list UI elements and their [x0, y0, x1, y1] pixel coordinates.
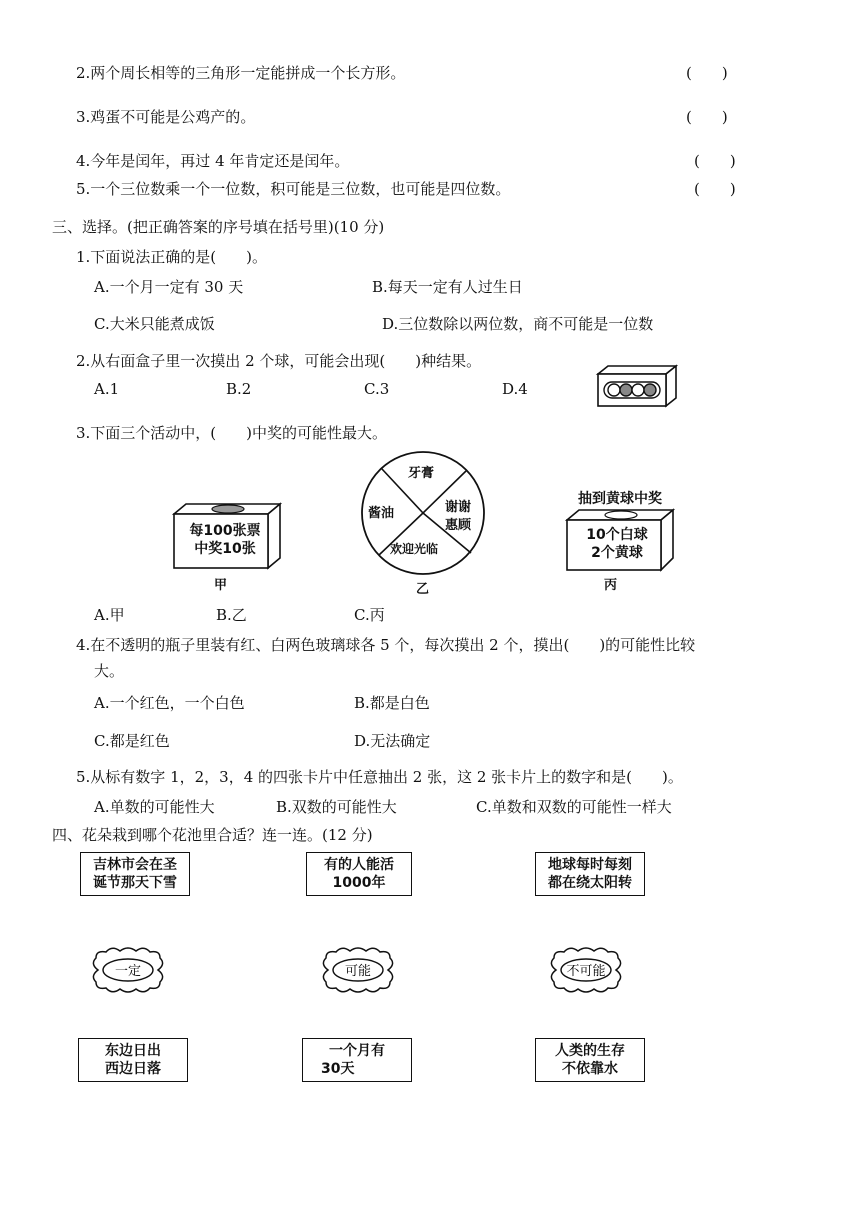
s3-q1-option-a[interactable]: A.一个月一定有 30 天 — [94, 278, 244, 296]
s3-q2-option-b[interactable]: B.2 — [226, 380, 252, 398]
s3-q1-stem: 1.下面说法正确的是( )。 — [76, 248, 268, 266]
flower-pool-certain[interactable] — [88, 946, 168, 994]
box-bing-line: 2个黄球 — [591, 545, 643, 561]
s3-q3-stem: 3.下面三个活动中，( )中奖的可能性最大。 — [76, 424, 388, 442]
wheel-sector-welcome: 欢迎光临 — [390, 542, 439, 556]
judge-q3: 3.鸡蛋不可能是公鸡产的。 — [76, 108, 256, 126]
top-card-3[interactable] — [535, 852, 645, 896]
s3-q5-option-a[interactable]: A.单数的可能性大 — [94, 798, 215, 816]
s3-q5-stem: 5.从标有数字 1，2，3，4 的四张卡片中任意抽出 2 张，这 2 张卡片上的数字和是( )。 — [76, 768, 683, 786]
flower-pool-impossible[interactable] — [546, 946, 626, 994]
s3-q2-option-c[interactable]: C.3 — [364, 380, 390, 398]
s3-q3-option-b[interactable]: B.乙 — [216, 606, 247, 624]
s3-q2-stem: 2.从右面盒子里一次摸出 2 个球，可能会出现( )种结果。 — [76, 352, 482, 370]
box-jia-line: 每100张票 — [189, 523, 261, 539]
s3-q5-option-c[interactable]: C.单数和双数的可能性一样大 — [476, 798, 672, 816]
answer-paren[interactable]: ( ) — [686, 64, 728, 82]
s3-q4-stem: 4.在不透明的瓶子里装有红、白两色玻璃球各 5 个，每次摸出 2 个，摸出( )的可能性比较 — [76, 636, 696, 654]
s3-q3-option-a[interactable]: A.甲 — [94, 606, 125, 624]
flower-pool-possible[interactable] — [318, 946, 398, 994]
s3-q1-option-d[interactable]: D.三位数除以两位数，商不可能是一位数 — [382, 315, 654, 333]
box-bing-line: 10个白球 — [586, 527, 648, 543]
s3-q4-option-a[interactable]: A.一个红色，一个白色 — [94, 694, 245, 712]
s3-q1-option-b[interactable]: B.每天一定有人过生日 — [372, 278, 523, 296]
judge-q4: 4.今年是闰年，再过 4 年肯定还是闰年。 — [76, 152, 350, 170]
card-line: 吉林市会在圣 — [93, 857, 177, 873]
s3-q2-option-d[interactable]: D.4 — [502, 380, 528, 398]
top-card-2[interactable] — [306, 852, 412, 896]
flower-label: 一定 — [114, 964, 142, 979]
box-jia-line: 中奖10张 — [194, 541, 256, 557]
s3-q4-option-d[interactable]: D.无法确定 — [354, 732, 431, 750]
wheel-sector-thanks: 谢谢 — [445, 500, 472, 515]
answer-paren[interactable]: ( ) — [694, 180, 736, 198]
bottom-card-1[interactable] — [78, 1038, 188, 1082]
label-jia: 甲 — [214, 578, 228, 593]
s3-q4-stem-cont: 大。 — [94, 662, 125, 680]
section3-title: 三、选择。(把正确答案的序号填在括号里)(10 分) — [52, 218, 385, 236]
card-line: 有的人能活 — [324, 857, 394, 873]
card-line: 诞节那天下雪 — [93, 875, 177, 891]
card-line: 30天 — [321, 1061, 355, 1077]
box-jia-text — [180, 522, 270, 558]
s3-q3-option-c[interactable]: C.丙 — [354, 606, 385, 624]
section4-title: 四、花朵栽到哪个花池里合适？连一连。(12 分) — [52, 826, 373, 844]
card-line: 1000年 — [332, 875, 386, 891]
answer-paren[interactable]: ( ) — [694, 152, 736, 170]
s3-q4-option-b[interactable]: B.都是白色 — [354, 694, 430, 712]
card-line: 地球每时每刻 — [548, 857, 632, 873]
bottom-card-3[interactable] — [535, 1038, 645, 1082]
judge-q2: 2.两个周长相等的三角形一定能拼成一个长方形。 — [76, 64, 406, 82]
bottom-card-2[interactable] — [302, 1038, 412, 1082]
judge-q5: 5.一个三位数乘一个一位数，积可能是三位数，也可能是四位数。 — [76, 180, 511, 198]
card-line: 人类的生存 — [555, 1043, 625, 1059]
box-bing-text — [572, 526, 662, 562]
ball-box-picture — [592, 364, 678, 410]
s3-q2-option-a[interactable]: A.1 — [94, 380, 120, 398]
wheel-sector-thanks-2: 惠顾 — [445, 518, 472, 533]
s3-q1-option-c[interactable]: C.大米只能煮成饭 — [94, 315, 215, 333]
card-line: 不依靠水 — [562, 1061, 618, 1077]
s3-q5-option-b[interactable]: B.双数的可能性大 — [276, 798, 397, 816]
wheel-sector-soysauce: 酱油 — [368, 506, 395, 521]
card-line: 东边日出 — [105, 1043, 161, 1059]
s3-q4-option-c[interactable]: C.都是红色 — [94, 732, 170, 750]
wheel-sector-toothpaste: 牙膏 — [408, 466, 435, 481]
answer-paren[interactable]: ( ) — [686, 108, 728, 126]
card-line: 西边日落 — [105, 1061, 161, 1077]
card-line: 都在绕太阳转 — [548, 875, 632, 891]
label-yi: 乙 — [416, 582, 430, 597]
flower-label: 可能 — [344, 964, 372, 979]
card-line: 一个月有 — [329, 1043, 385, 1059]
label-bing: 丙 — [604, 578, 618, 593]
bing-title: 抽到黄球中奖 — [578, 491, 662, 507]
top-card-1[interactable] — [80, 852, 190, 896]
flower-label: 不可能 — [566, 964, 606, 979]
